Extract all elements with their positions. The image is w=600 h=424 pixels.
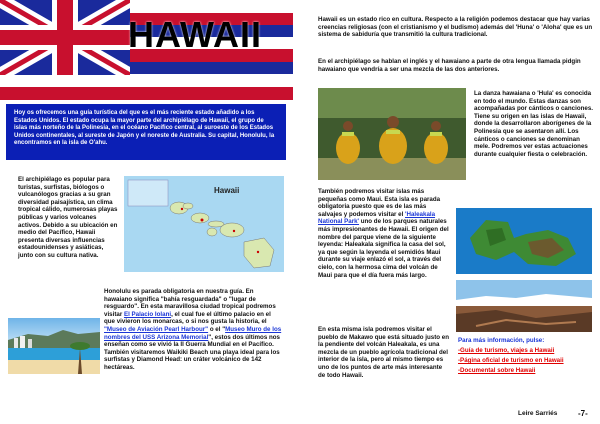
more-info-title: Para más información, pulse:: [458, 337, 545, 344]
language-paragraph: En el archipiélago se hablan el inglés y el hawaiano a parte de otra lengua llamada pidgin hawaiano que vendría a ser una mezcla de las dos anteriores.: [318, 58, 581, 73]
more-info-section: [458, 336, 598, 376]
maui-paragraph: También podremos visitar islas más pequeñas como Maui. Esta isla es parada obligatoria puesto que es de las más salvajes y podemos visitar el 'Haleakala National Park' uno de los parques naturales más impresionantes de Hawaii. El origen del nombre del parque viene de la siguiente leyenda: Haleakala significa la casa del sol, ya que según la leyenda el semidiós Maui durante su viaje enlazó el sol, a través del cielo, con la hermosa cima del volcán de Maui para que el día fuera más largo.: [318, 188, 449, 279]
waikiki-beach-photo: [8, 318, 100, 374]
page-number: -7-: [578, 409, 588, 418]
union-jack-icon: [0, 0, 130, 75]
honolulu-paragraph: Honolulu es parada obligatoria en nuestra guía. En hawaiano significa "bahía resguardada" o "lugar de resguardo". En esta maravillosa ciudad tropical podremos visitar El Palacio Iolani, el cual fue el último palacio en el que vivieron los monarcas, o si nos gusta la historia, el "Museo de Aviación Pearl Harbour" o el "Museo Muro de los nombres del USS Arizona Memorial", estos dos últimos nos enseñan como se vivió la II Guerra Mundial en el Pacífico. También visitaremos Waikiki Beach una playa ideal para los surfistas y Diamond Head: un cráter volcánico de 142 hectáreas.: [104, 288, 282, 371]
culture-paragraph: Hawaii es un estado rico en cultura. Respecto a la religión podemos destacar que hay varias creencias religiosas (con el cristianismo y el budismo) además del 'Huna' o 'Aloha' que es un sistema de sabiduría que transmitió la cultura tradicional.: [318, 16, 593, 39]
map-label: Hawaii: [214, 186, 240, 195]
link-museo-aviacion[interactable]: "Museo de Aviación Pearl Harbour": [104, 325, 209, 333]
hawaii-flag-banner: [0, 0, 293, 100]
hawaii-map-image: [124, 176, 284, 272]
link-pagina-oficial[interactable]: -Página oficial de turismo en Hawaii: [458, 357, 564, 364]
hula-paragraph: La danza hawaiana o 'Hula' es conocida en todo el mundo. Estas danzas son acompañadas por cánticos o canciones. Tiene su origen en las islas de Hawaii, donde la desarrollaron aborígenes de la Polinesia que se asentaron allí. Los cánticos o canciones se denominan mele. Podremos ver estas actuaciones durante cualquier fiesta o celebración.: [474, 90, 593, 158]
haleakala-volcano-photo: [456, 280, 592, 332]
link-documental[interactable]: -Documental sobre Hawaii: [458, 367, 536, 374]
intro-box: Hoy os ofrecemos una guía turística del que es el más reciente estado añadido a los Estados Unidos. El estado ocupa la mayor parte del archipiélago de Hawaii, el grupo de islas más norteño de la Polinesia, en el océano Pacífico central, al suroeste de los Estados Unidos continentales, al sureste de Japón y el noreste de Australia. Su capital, Honolulu, la encontramos en la isla de O'ahu.: [6, 104, 286, 160]
page-title: HAWAII: [128, 14, 263, 55]
link-palacio-iolani[interactable]: El Palacio Iolani: [123, 310, 172, 318]
link-haleakala-park[interactable]: 'Haleakala National Park': [318, 210, 436, 226]
link-guia-turismo[interactable]: -Guía de turismo, viajes a Hawaii: [458, 347, 555, 354]
makawao-paragraph: En esta misma isla podremos visitar el pueblo de Makawo que está situado justo en la pendiente del volcán Haleakala, es una mezcla de un pueblo agrícola tradicional del interior de la isla, pero al mismo tiempo es uno de los puntos de arte más interesante de todo Hawaii.: [318, 326, 449, 379]
link-museo-arizona[interactable]: Museo Muro de los nombres del USS Arizona Memorial: [104, 325, 282, 341]
maui-island-image: [456, 208, 592, 274]
author-name: Leire Sarriés: [518, 410, 558, 417]
intro-paragraph: El archipiélago es popular para turistas, surfistas, biólogos o vulcanólogos gracias a su gran diversidad paisajística, un clima tropical cálido, numerosas playas públicas y varios volcanes activos. Debido a su ubicación en medio del Pacífico, Hawaii presenta diversas influencias estadounidenses y asiáticas, junto con su cultura nativa.: [18, 176, 118, 259]
hula-dance-photo: [318, 88, 466, 180]
